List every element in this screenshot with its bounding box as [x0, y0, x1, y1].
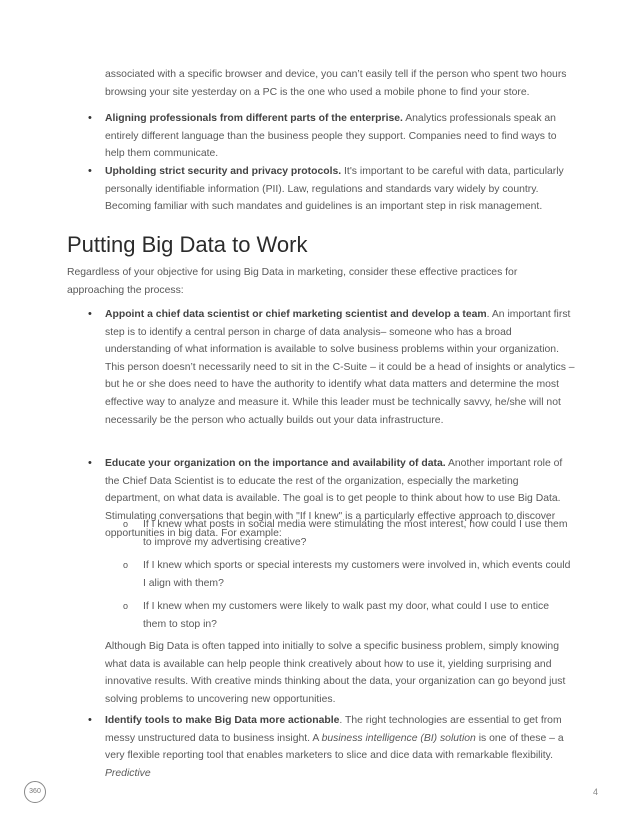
bullet-text: is one of these – a very flexible reporting tool that enables marketers to slice and dice data with remarkable flexibility. — [105, 732, 564, 762]
bullet-appoint-chief-data-scientist — [88, 306, 575, 429]
bullet-icon: • — [88, 457, 92, 469]
continuation-paragraph: associated with a specific browser and device, you can’t easily tell if the person who spent two hours browsing your site yesterday on a PC is the one who used a mobile phone to find your store. — [105, 69, 567, 98]
bullet-aligning-professionals — [88, 110, 575, 163]
example-item — [123, 516, 573, 551]
bullet-heading: Identify tools to make Big Data more actionable — [105, 715, 340, 726]
example-text: If I knew which sports or special interests my customers were involved in, which events could I align with them? — [143, 560, 571, 589]
bullet-icon: • — [88, 714, 92, 726]
page-number: 4 — [593, 787, 599, 797]
bullet-identify-tools — [88, 712, 575, 782]
bullet-heading: Upholding strict security and privacy protocols. — [105, 166, 342, 177]
bullet-icon: • — [88, 165, 92, 177]
example-item — [123, 557, 573, 592]
bullet-text: . An important first step is to identify a central person in charge of data analysis– someone who has a broad understanding of what information is available to solve business problems within your organization. This person doesn’t necessarily need to sit in the C-Suite – it could be a head of insights or analytics – but he or she does need to have the authority to identify what data matters and determine the most effective way to analyze and measure it. While this leader must be technically savvy, he/she will not necessarily be the person who actually builds out your data infrastructure. — [105, 309, 575, 426]
bullet-text: . The right technologies are essential to get from messy unstructured data to business insight. A — [105, 715, 562, 744]
bullet-security-privacy — [88, 163, 575, 216]
after-examples-paragraph: Although Big Data is often tapped into initially to solve a specific business problem, simply knowing what data is available can help people think creatively about how to use it, yielding surprising and innovative results. With creative minds thinking about the data, your organization can go beyond just solving problems to uncovering new opportunities. — [105, 641, 566, 705]
example-text: If I knew what posts in social media were stimulating the most interest, how could I use them to improve my advertising creative? — [143, 519, 568, 548]
intro-paragraph: Regardless of your objective for using Big Data in marketing, consider these effective practices for approaching the process: — [67, 267, 518, 296]
bullet-heading: Appoint a chief data scientist or chief marketing scientist and develop a team — [105, 309, 487, 320]
360-logo-icon: 360 — [24, 781, 46, 803]
bullet-text: Analytics professionals speak an entirely different language than the business people they support. Companies need to find ways to help them communicate. — [105, 113, 557, 160]
example-text: If I knew when my customers were likely to walk past my door, what could I use to entice them to stop in? — [143, 601, 549, 630]
example-item — [123, 598, 573, 633]
bullet-heading: Educate your organization on the importance and availability of data. — [105, 458, 446, 469]
bullet-icon: • — [88, 308, 92, 320]
bullet-italic-text: Predictive — [105, 767, 151, 779]
section-heading: Putting Big Data to Work — [67, 232, 308, 257]
bullet-text: Another important role of the Chief Data Scientist is to educate the rest of the organization, especially the marketing department, on what data is available. The goal is to get people to think about how to use Big Data. Stimulating conversations that begin with "If I knew" is a particularly effective approach to discover opportunities in big data. For example: — [105, 458, 563, 540]
sub-bullet-icon: o — [123, 560, 129, 570]
bullet-heading: Aligning professionals from different parts of the enterprise. — [105, 113, 403, 124]
bullet-italic-text: business intelligence (BI) solution — [321, 732, 476, 744]
bullet-text: It's important to be careful with data, particularly personally identifiable information (PII). Law, regulations and standards vary widely by country. Becoming familiar with such mandates and guidelines is an important step in risk management. — [105, 166, 564, 213]
sub-bullet-icon: o — [123, 601, 129, 611]
sub-bullet-icon: o — [123, 519, 129, 529]
bullet-icon: • — [88, 112, 92, 124]
